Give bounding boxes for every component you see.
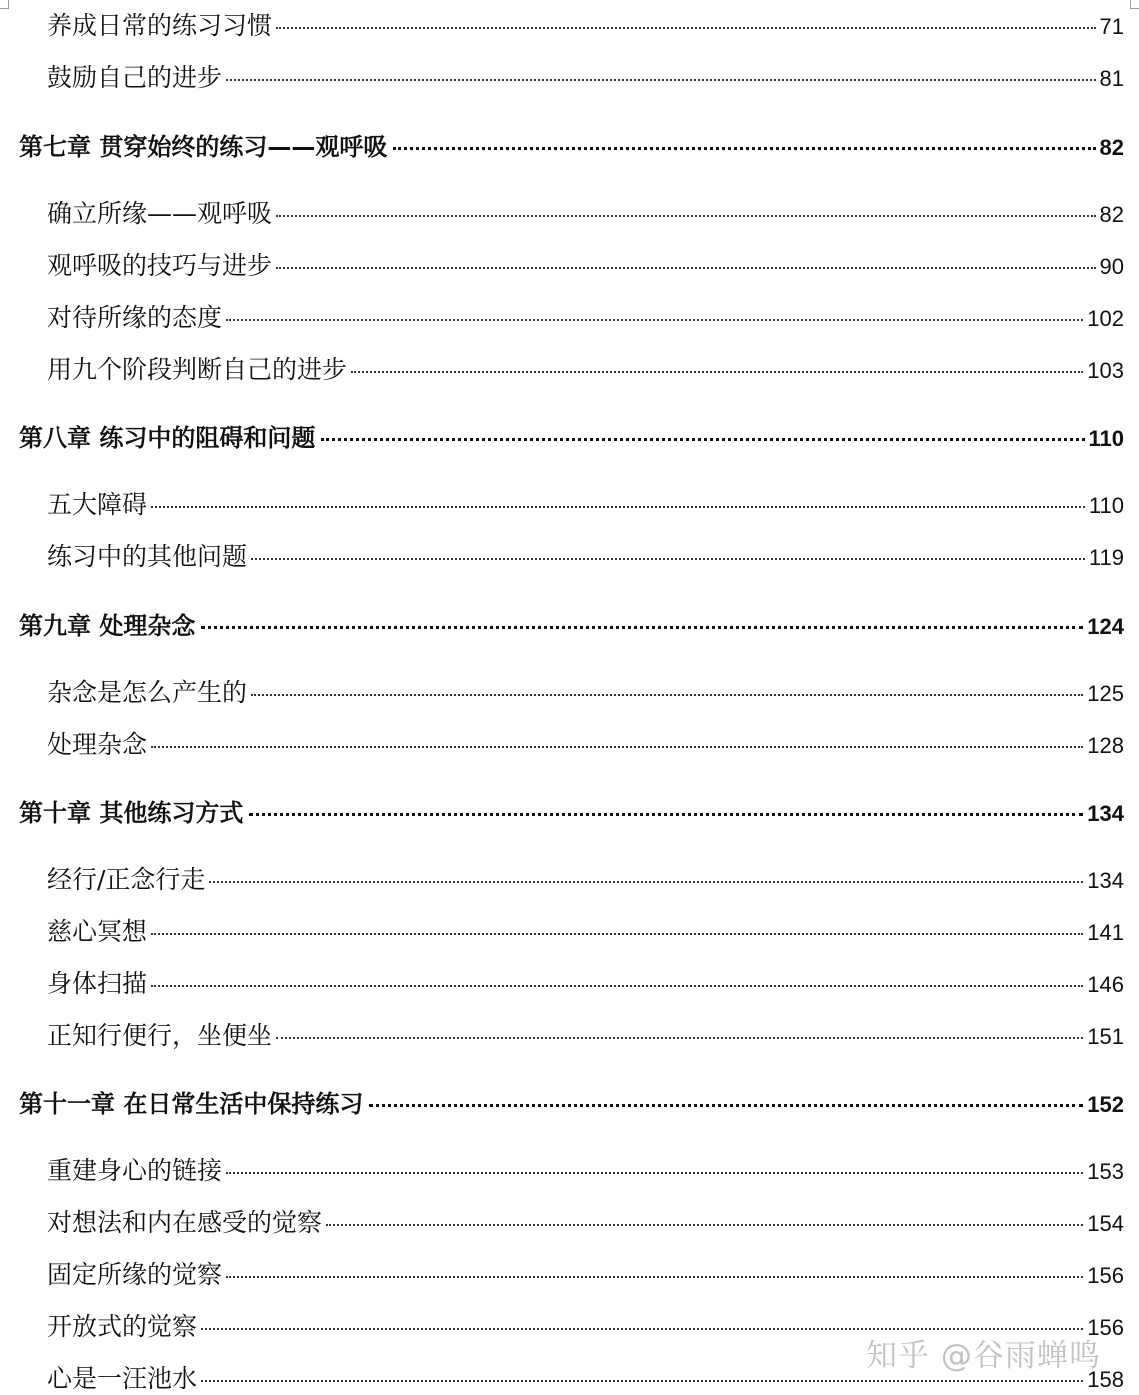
toc-entry-title: 第十一章 在日常生活中保持练习	[19, 1090, 364, 1118]
dot-leader	[276, 1037, 1083, 1039]
dot-leader	[393, 147, 1095, 150]
dot-leader	[276, 27, 1096, 29]
dot-leader	[226, 1276, 1083, 1278]
toc-entry-page: 103	[1087, 358, 1124, 383]
toc-entry-page: 153	[1087, 1159, 1124, 1184]
toc-entry-page: 110	[1088, 426, 1124, 451]
toc-chapter-entry[interactable]	[19, 127, 1124, 162]
toc-chapter-entry[interactable]	[19, 606, 1124, 641]
toc-entry-page: 124	[1087, 614, 1124, 639]
toc-entry-title: 杂念是怎么产生的	[47, 678, 248, 707]
toc-entry-title: 五大障碍	[47, 490, 148, 519]
toc-entry-page: 156	[1087, 1315, 1124, 1340]
dot-leader	[249, 813, 1083, 816]
toc-section-entry[interactable]	[47, 350, 1124, 386]
toc-entry-title: 第七章 贯穿始终的练习——观呼吸	[19, 133, 388, 161]
toc-section-entry[interactable]	[47, 1203, 1124, 1239]
toc-entry-page: 82	[1099, 135, 1124, 160]
crop-mark-top-right	[1130, 0, 1139, 9]
dot-leader	[251, 558, 1085, 560]
toc-entry-title: 慈心冥想	[47, 917, 148, 946]
dot-leader	[226, 79, 1096, 81]
toc-chapter-entry[interactable]	[19, 793, 1124, 828]
toc-entry-page: 151	[1087, 1024, 1124, 1049]
toc-entry-page: 102	[1087, 306, 1124, 331]
toc-entry-title: 对想法和内在感受的觉察	[47, 1208, 323, 1237]
toc-entry-title: 正知行便行，坐便坐	[47, 1021, 273, 1050]
dot-leader	[321, 438, 1084, 441]
toc-entry-page: 82	[1099, 202, 1124, 227]
toc-section-entry[interactable]	[47, 485, 1124, 521]
toc-entry-page: 134	[1087, 801, 1124, 826]
dot-leader	[276, 267, 1096, 269]
crop-mark-top-left	[0, 0, 9, 9]
toc-section-entry[interactable]	[47, 246, 1124, 282]
toc-section-entry[interactable]	[47, 1151, 1124, 1187]
toc-entry-page: 128	[1087, 733, 1124, 758]
dot-leader	[226, 1172, 1083, 1174]
toc-section-entry[interactable]	[47, 725, 1124, 761]
dot-leader	[251, 694, 1083, 696]
toc-entry-title: 重建身心的链接	[47, 1156, 223, 1185]
toc-entry-page: 152	[1087, 1092, 1124, 1117]
toc-section-entry[interactable]	[47, 860, 1124, 896]
toc-entry-page: 146	[1087, 972, 1124, 997]
zhihu-watermark: 知乎 @谷雨蝉鸣	[866, 1338, 1101, 1374]
toc-entry-title: 鼓励自己的进步	[47, 63, 223, 92]
toc-entry-title: 心是一汪池水	[47, 1364, 198, 1393]
toc-entry-title: 经行/正念行走	[47, 865, 206, 894]
toc-entry-title: 第八章 练习中的阻碍和问题	[19, 424, 316, 452]
dot-leader	[201, 1380, 1083, 1382]
dot-leader	[151, 985, 1083, 987]
toc-entry-title: 养成日常的练习习惯	[47, 11, 273, 40]
toc-section-entry[interactable]	[47, 964, 1124, 1000]
toc-entry-page: 141	[1087, 920, 1124, 945]
toc-section-entry[interactable]	[47, 194, 1124, 230]
toc-entry-title: 练习中的其他问题	[47, 542, 248, 571]
toc-entry-page: 154	[1087, 1211, 1124, 1236]
toc-entry-title: 第十章 其他练习方式	[19, 799, 244, 827]
toc-entry-page: 158	[1087, 1367, 1124, 1392]
toc-chapter-entry[interactable]	[19, 418, 1124, 453]
toc-section-entry[interactable]	[47, 1016, 1124, 1052]
toc-entry-page: 71	[1099, 14, 1124, 39]
toc-entry-title: 开放式的觉察	[47, 1312, 198, 1341]
toc-chapter-entry[interactable]	[19, 1084, 1124, 1119]
dot-leader	[151, 746, 1083, 748]
dot-leader	[226, 319, 1083, 321]
toc-section-entry[interactable]	[47, 673, 1124, 709]
toc-section-entry[interactable]	[47, 912, 1124, 948]
dot-leader	[276, 215, 1096, 217]
toc-entry-page: 110	[1088, 493, 1124, 518]
dot-leader	[351, 371, 1083, 373]
dot-leader	[209, 881, 1083, 883]
dot-leader	[151, 933, 1083, 935]
toc-entry-title: 确立所缘——观呼吸	[47, 199, 273, 228]
toc-entry-title: 用九个阶段判断自己的进步	[47, 355, 348, 384]
toc-entry-page: 156	[1087, 1263, 1124, 1288]
toc-entry-page: 125	[1087, 681, 1124, 706]
toc-section-entry[interactable]	[47, 1255, 1124, 1291]
toc-section-entry[interactable]	[47, 298, 1124, 334]
toc-entry-page: 134	[1087, 868, 1124, 893]
toc-entry-page: 90	[1099, 254, 1124, 279]
toc-entry-title: 身体扫描	[47, 969, 148, 998]
toc-section-entry[interactable]	[47, 58, 1124, 94]
toc-entry-title: 第九章 处理杂念	[19, 612, 196, 640]
dot-leader	[201, 626, 1083, 629]
toc-entry-title: 固定所缘的觉察	[47, 1260, 223, 1289]
toc-entry-title: 处理杂念	[47, 730, 148, 759]
dot-leader	[151, 506, 1085, 508]
toc-entry-page: 119	[1088, 545, 1124, 570]
toc-section-entry[interactable]	[47, 537, 1124, 573]
toc-entry-title: 观呼吸的技巧与进步	[47, 251, 273, 280]
toc-entry-page: 81	[1099, 66, 1124, 91]
toc-section-entry[interactable]	[47, 6, 1124, 42]
dot-leader	[369, 1104, 1083, 1107]
dot-leader	[326, 1224, 1083, 1226]
toc-entry-title: 对待所缘的态度	[47, 303, 223, 332]
